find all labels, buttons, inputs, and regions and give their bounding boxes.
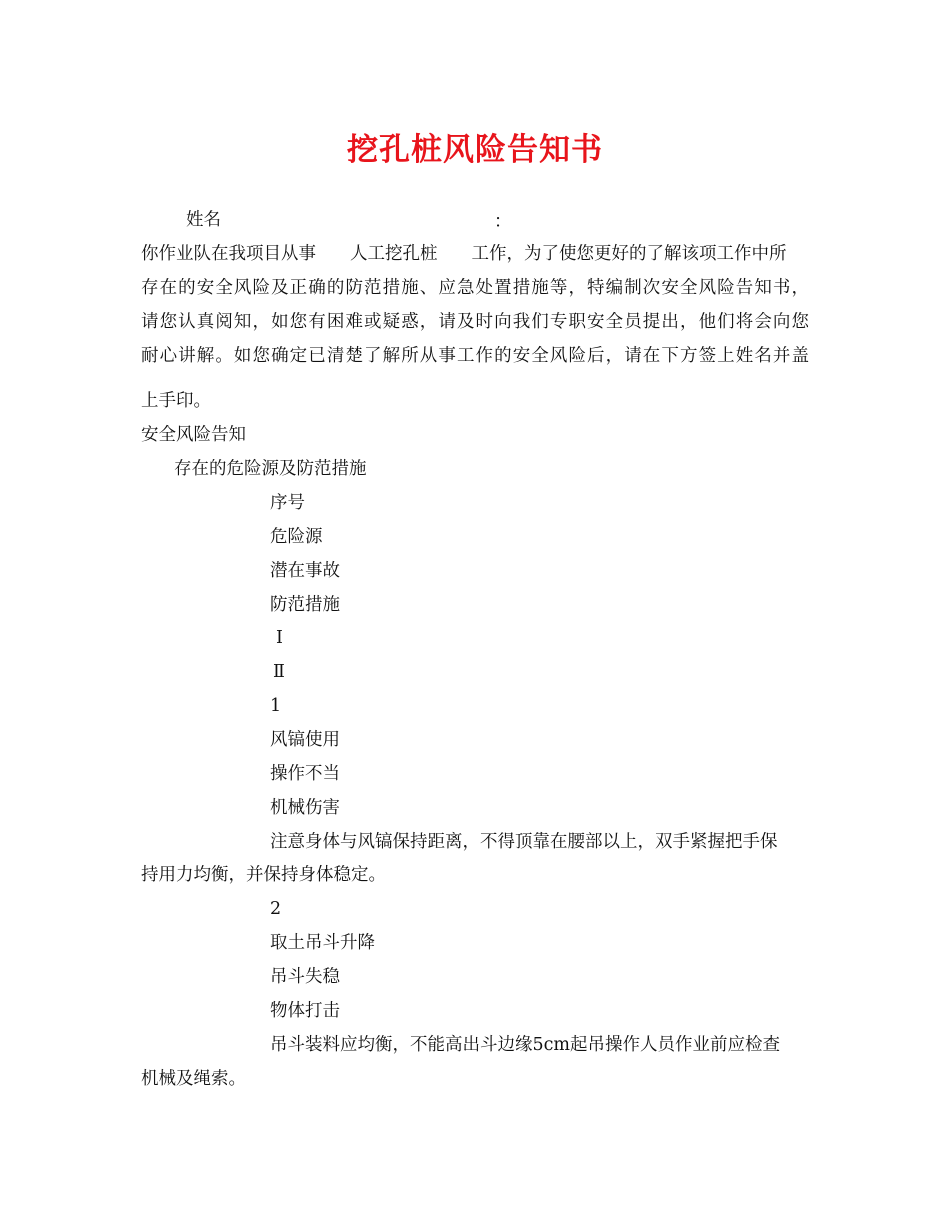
row-1-source: 风镐使用: [270, 730, 340, 750]
table-header-measure: 防范措施: [270, 595, 340, 615]
intro-line-1-a: 你作业队在我项目从事: [141, 244, 316, 264]
section-title: 安全风险告知: [141, 425, 246, 445]
row-2-source: 取土吊斗升降: [270, 933, 375, 953]
name-label: 姓名: [186, 210, 221, 230]
document-title: 挖孔桩风险告知书: [347, 132, 603, 168]
intro-line-3: 请您认真阅知，如您有困难或疑惑，请及时向我们专职安全员提出，他们将会向您: [141, 312, 809, 332]
intro-work-type: 人工挖孔桩: [350, 244, 438, 264]
intro-line-1-c: 工作，为了使您更好的了解该项工作中所: [471, 244, 787, 264]
row-1-measure-line-1: 注意身体与风镐保持距离，不得顶靠在腰部以上，双手紧握把手保: [270, 832, 778, 852]
row-2-number: 2: [270, 899, 282, 919]
intro-line-5: 上手印。: [141, 391, 211, 411]
row-2-cause: 吊斗失稳: [270, 967, 340, 987]
intro-line-4: 耐心讲解。如您确定已清楚了解所从事工作的安全风险后，请在下方签上姓名并盖: [141, 346, 809, 366]
row-2-measure-line-2: 机械及绳索。: [141, 1069, 246, 1089]
row-1-cause: 操作不当: [270, 764, 340, 784]
name-colon: ：: [494, 212, 512, 232]
intro-line-2: 存在的安全风险及正确的防范措施、应急处置措施等，特编制次安全风险告知书，: [141, 278, 809, 298]
intro-line-1: [141, 242, 787, 266]
table-header-accident: 潜在事故: [270, 561, 340, 581]
table-header-source: 危险源: [270, 527, 323, 547]
row-1-measure-line-2: 持用力均衡，并保持身体稳定。: [141, 865, 386, 885]
table-roman-2: Ⅱ: [273, 662, 285, 682]
row-2-accident: 物体打击: [270, 1001, 340, 1021]
row-2-measure-line-1: 吊斗装料应均衡，不能高出斗边缘5cm起吊操作人员作业前应检查: [270, 1035, 781, 1055]
table-roman-1: Ⅰ: [276, 628, 283, 648]
row-1-accident: 机械伤害: [270, 798, 340, 818]
row-1-number: 1: [270, 696, 282, 716]
table-header-no: 序号: [270, 493, 305, 513]
subsection-title: 存在的危险源及防范措施: [174, 459, 367, 479]
